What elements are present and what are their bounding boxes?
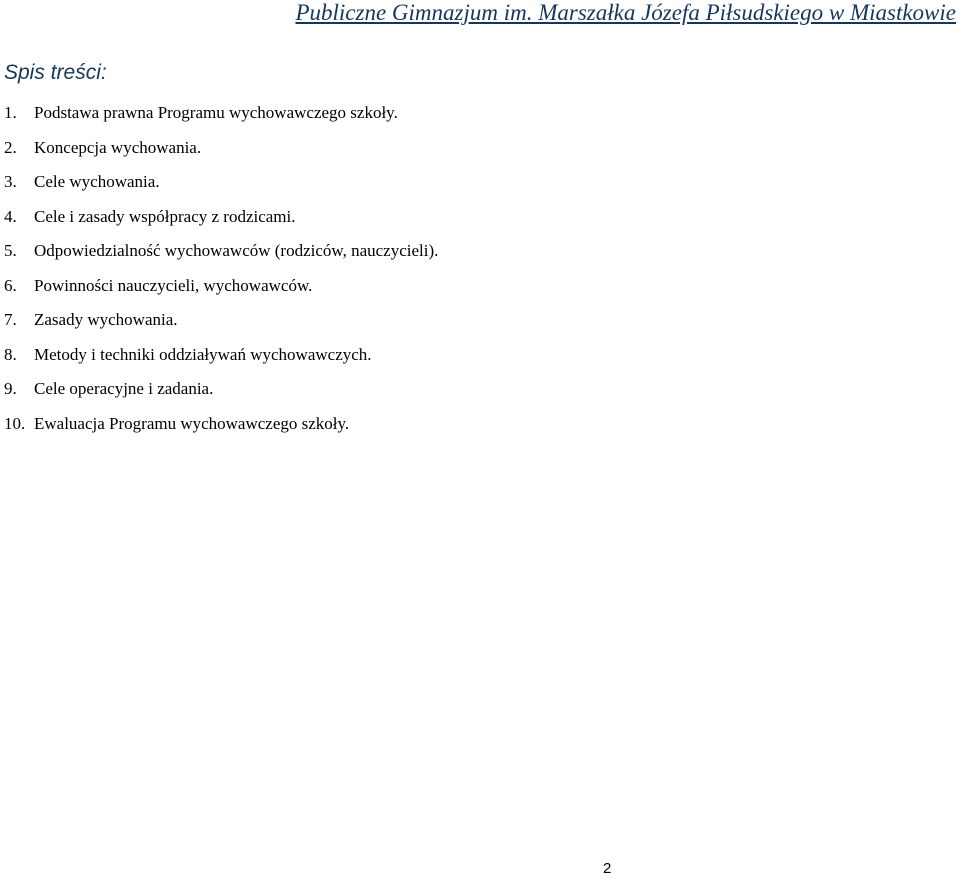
toc-item-3 — [4, 169, 438, 204]
toc-title: Spis treści: — [4, 61, 107, 84]
toc-item-label: Zasady wychowania. — [34, 310, 178, 329]
toc-item-4 — [4, 204, 438, 239]
toc-item-1 — [4, 100, 438, 135]
toc-item-number: 1. — [4, 103, 17, 122]
toc-item-2 — [4, 135, 438, 170]
toc-item-label: Odpowiedzialność wychowawców (rodziców, nauczycieli). — [34, 241, 439, 260]
toc-item-10 — [4, 411, 438, 446]
page-number: 2 — [603, 860, 612, 877]
toc-item-7 — [4, 307, 438, 342]
toc-item-number: 2. — [4, 137, 17, 157]
toc-item-label: Koncepcja wychowania. — [34, 137, 202, 157]
table-of-contents — [4, 100, 438, 445]
toc-item-number: 9. — [4, 379, 17, 398]
toc-item-number: 6. — [4, 275, 17, 295]
toc-item-number: 7. — [4, 310, 17, 329]
toc-item-label: Cele operacyjne i zadania. — [34, 379, 214, 398]
toc-item-label: Podstawa prawna Programu wychowawczego szkoły. — [34, 103, 398, 122]
toc-item-6 — [4, 273, 438, 308]
toc-item-number: 5. — [4, 241, 17, 260]
toc-item-number: 10. — [4, 413, 26, 433]
toc-item-number: 8. — [4, 344, 17, 364]
toc-item-9 — [4, 376, 438, 411]
toc-item-number: 3. — [4, 172, 17, 191]
document-header: Publiczne Gimnazjum im. Marszałka Józefa Piłsudskiego w Miastkowie — [295, 0, 956, 25]
toc-item-label: Powinności nauczycieli, wychowawców. — [34, 275, 313, 295]
toc-item-label: Ewaluacja Programu wychowawczego szkoły. — [34, 413, 350, 433]
toc-item-label: Metody i techniki oddziaływań wychowawczych. — [34, 344, 372, 364]
toc-item-8 — [4, 342, 438, 377]
toc-item-label: Cele wychowania. — [34, 172, 160, 191]
toc-item-label: Cele i zasady współpracy z rodzicami. — [34, 206, 296, 226]
toc-item-5 — [4, 238, 438, 273]
toc-item-number: 4. — [4, 206, 17, 226]
